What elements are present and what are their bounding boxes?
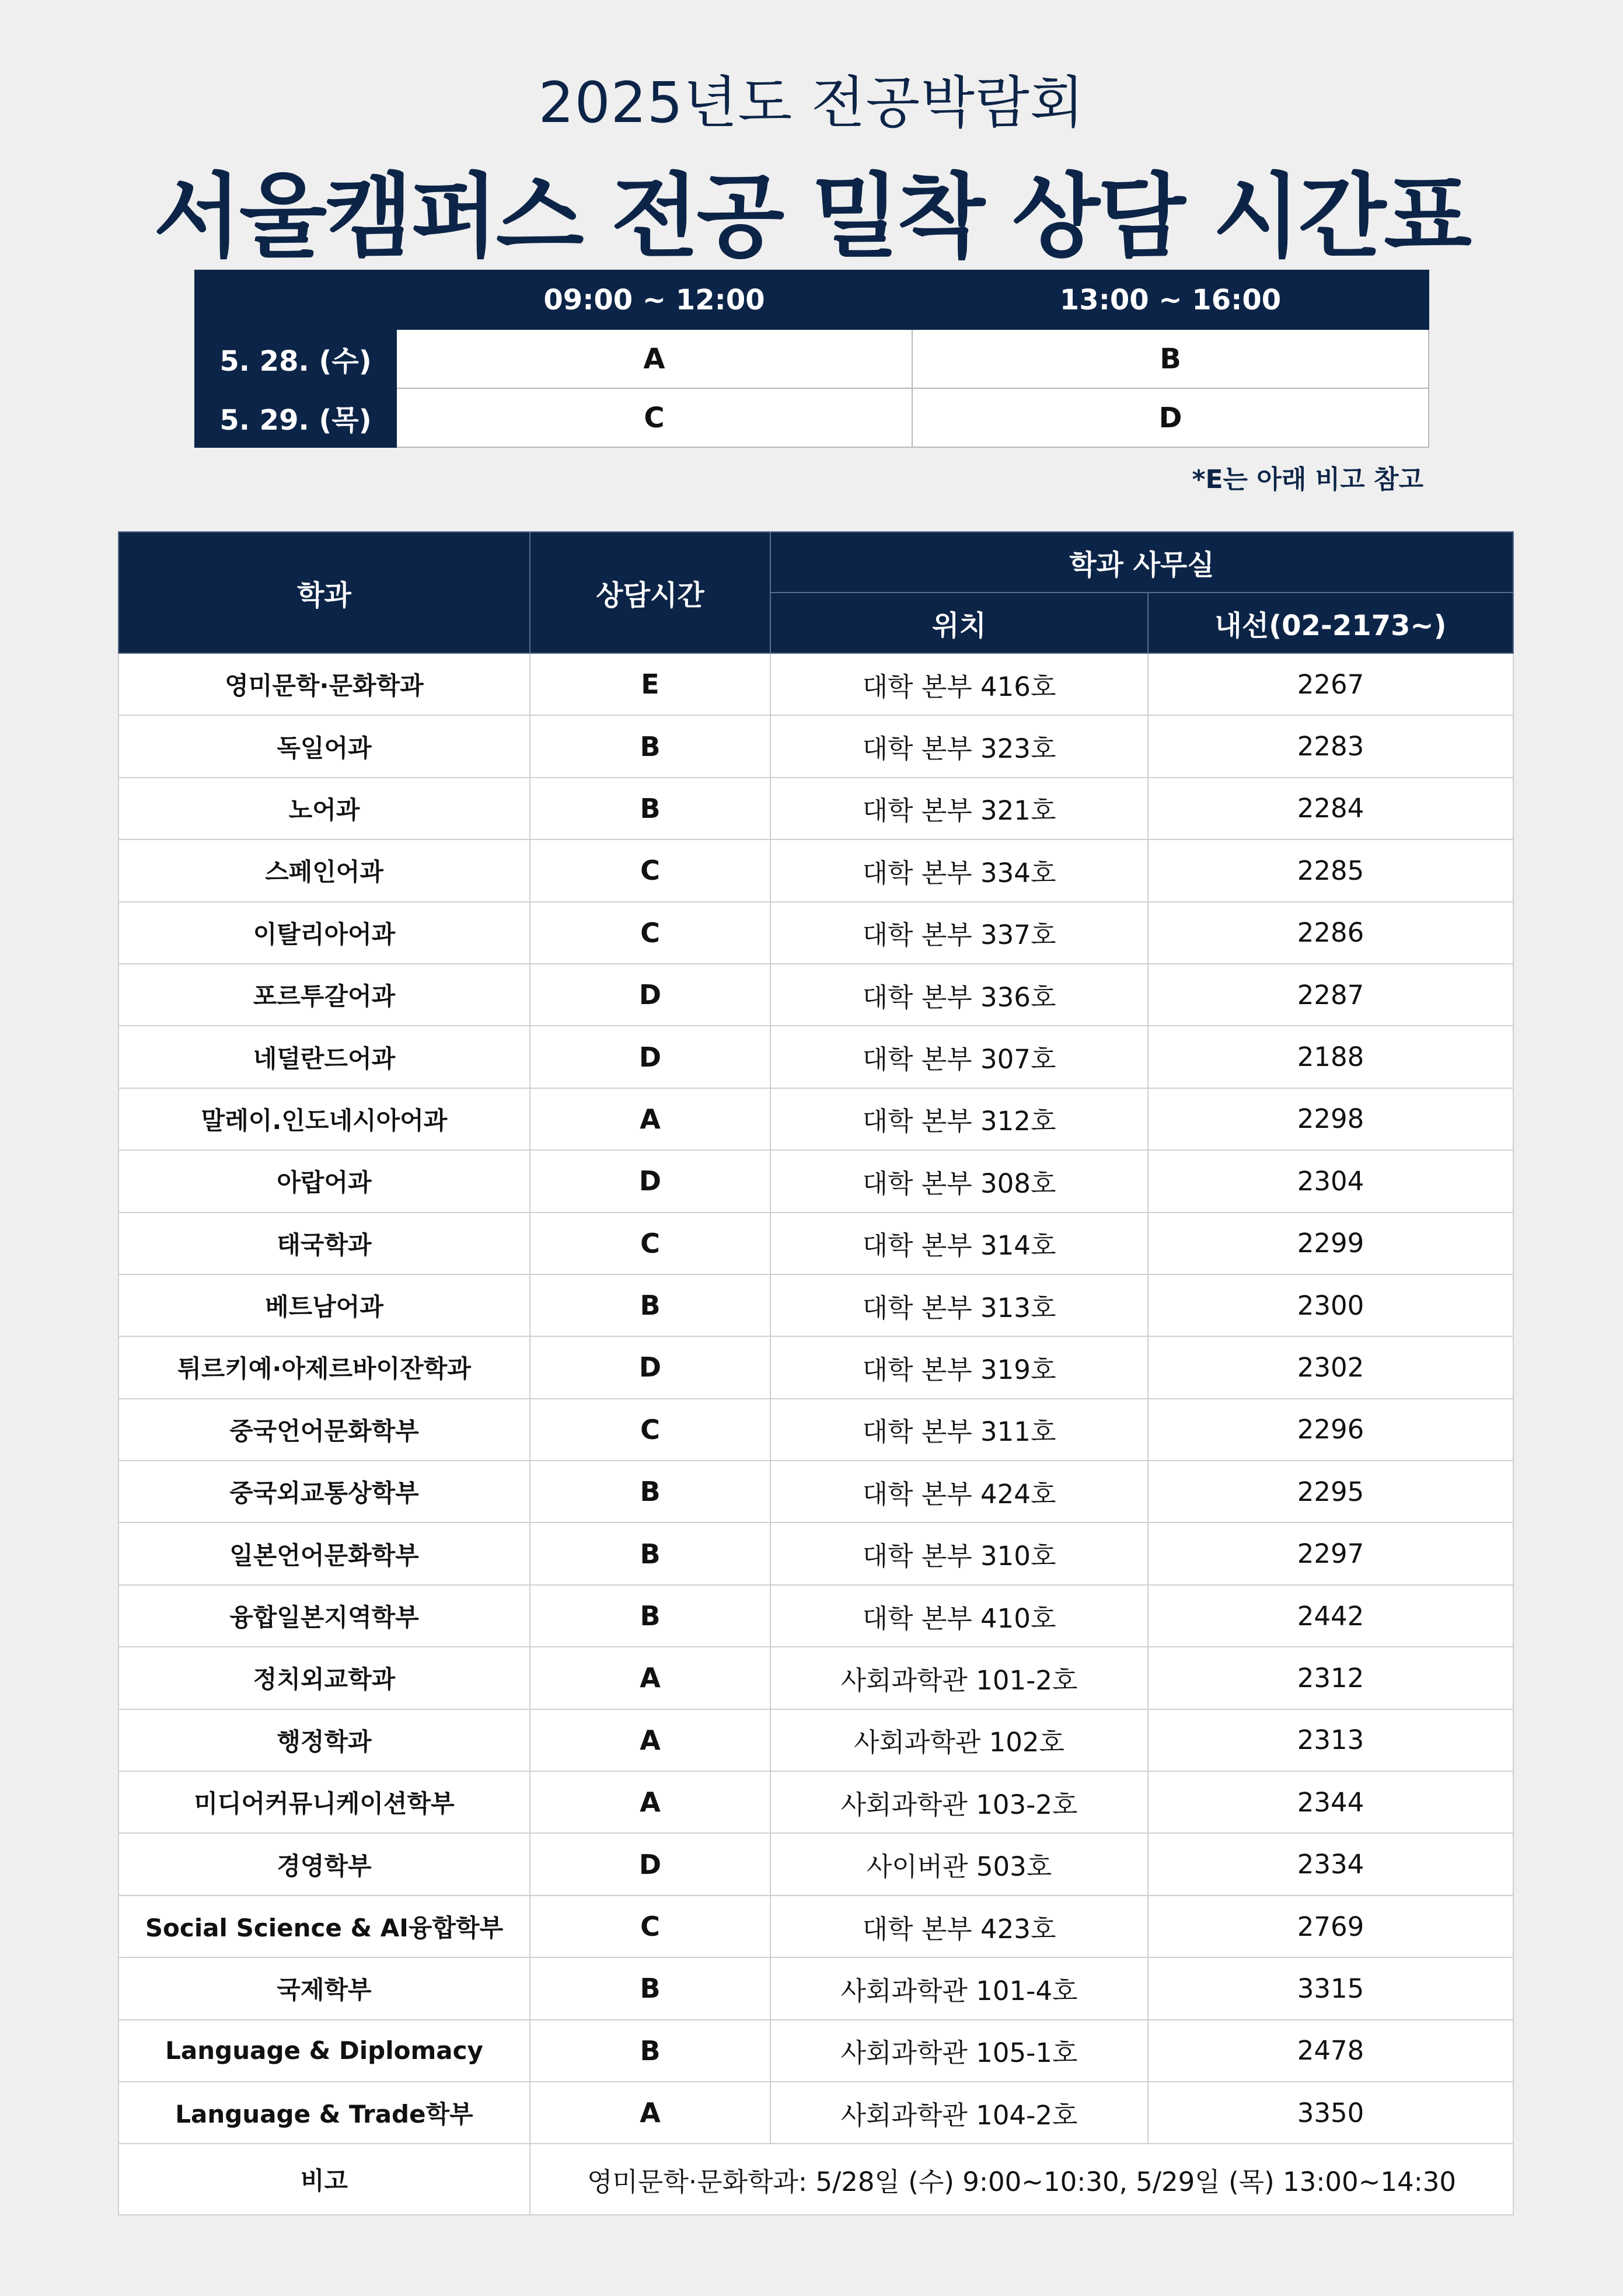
slot-cell: A bbox=[530, 1647, 770, 1709]
table-row bbox=[118, 902, 1513, 964]
header-office: 학과 사무실 bbox=[770, 532, 1513, 593]
location-cell: 대학 본부 312호 bbox=[770, 1088, 1148, 1150]
table-row bbox=[118, 1771, 1513, 1833]
schedule-date: 5. 28. (수) bbox=[195, 329, 396, 388]
page-title: 서울캠퍼스 전공 밀착 상담 시간표 bbox=[153, 163, 1470, 270]
extension-cell: 2300 bbox=[1148, 1274, 1513, 1336]
table-row bbox=[118, 778, 1513, 839]
header-location: 위치 bbox=[770, 593, 1148, 653]
location-cell: 대학 본부 336호 bbox=[770, 964, 1148, 1026]
location-cell: 사회과학관 101-4호 bbox=[770, 1957, 1148, 2019]
remark-row bbox=[118, 2144, 1513, 2215]
schedule-slot: B bbox=[912, 329, 1429, 388]
slot-cell: C bbox=[530, 1213, 770, 1274]
dept-cell: Social Science & AI융합학부 bbox=[118, 1896, 530, 1957]
dept-cell: 미디어커뮤니케이션학부 bbox=[118, 1771, 530, 1833]
table-row bbox=[118, 715, 1513, 777]
location-cell: 대학 본부 337호 bbox=[770, 902, 1148, 964]
dept-cell: 정치외교학과 bbox=[118, 1647, 530, 1709]
dept-cell: Language & Trade학부 bbox=[118, 2082, 530, 2144]
schedule-table bbox=[194, 270, 1429, 448]
location-cell: 사회과학관 105-1호 bbox=[770, 2020, 1148, 2082]
location-cell: 사회과학관 104-2호 bbox=[770, 2082, 1148, 2144]
table-row bbox=[118, 1709, 1513, 1771]
slot-cell: B bbox=[530, 715, 770, 777]
location-cell: 대학 본부 310호 bbox=[770, 1522, 1148, 1584]
table-row bbox=[118, 1833, 1513, 1895]
slot-cell: D bbox=[530, 1026, 770, 1088]
location-cell: 대학 본부 311호 bbox=[770, 1399, 1148, 1461]
slot-cell: A bbox=[530, 2082, 770, 2144]
slot-cell: E bbox=[530, 653, 770, 715]
extension-cell: 2344 bbox=[1148, 1771, 1513, 1833]
department-table bbox=[118, 531, 1514, 2215]
slot-cell: B bbox=[530, 1274, 770, 1336]
table-row bbox=[118, 1896, 1513, 1957]
dept-cell: 베트남어과 bbox=[118, 1274, 530, 1336]
dept-cell: 영미문학·문화학과 bbox=[118, 653, 530, 715]
slot-cell: A bbox=[530, 1709, 770, 1771]
table-row bbox=[118, 1461, 1513, 1522]
location-cell: 대학 본부 410호 bbox=[770, 1585, 1148, 1647]
header-extension: 내선(02-2173~) bbox=[1148, 593, 1513, 653]
extension-cell: 2334 bbox=[1148, 1833, 1513, 1895]
extension-cell: 2296 bbox=[1148, 1399, 1513, 1461]
extension-cell: 2302 bbox=[1148, 1336, 1513, 1398]
slot-cell: D bbox=[530, 1336, 770, 1398]
extension-cell: 2313 bbox=[1148, 1709, 1513, 1771]
dept-cell: 튀르키예·아제르바이잔학과 bbox=[118, 1336, 530, 1398]
extension-cell: 2304 bbox=[1148, 1150, 1513, 1212]
schedule-row bbox=[195, 329, 1429, 388]
extension-cell: 2442 bbox=[1148, 1585, 1513, 1647]
location-cell: 대학 본부 423호 bbox=[770, 1896, 1148, 1957]
table-row bbox=[118, 1585, 1513, 1647]
table-row bbox=[118, 2082, 1513, 2144]
schedule-time-afternoon: 13:00 ~ 16:00 bbox=[912, 270, 1429, 329]
extension-cell: 2286 bbox=[1148, 902, 1513, 964]
dept-cell: 경영학부 bbox=[118, 1833, 530, 1895]
dept-cell: 포르투갈어과 bbox=[118, 964, 530, 1026]
dept-cell: 노어과 bbox=[118, 778, 530, 839]
table-row bbox=[118, 1336, 1513, 1398]
page-subtitle: 2025년도 전공박람회 bbox=[538, 70, 1085, 135]
slot-cell: D bbox=[530, 964, 770, 1026]
slot-cell: B bbox=[530, 778, 770, 839]
table-row bbox=[118, 1399, 1513, 1461]
table-row bbox=[118, 1213, 1513, 1274]
location-cell: 사회과학관 101-2호 bbox=[770, 1647, 1148, 1709]
location-cell: 대학 본부 334호 bbox=[770, 839, 1148, 901]
extension-cell: 2188 bbox=[1148, 1026, 1513, 1088]
dept-cell: Language & Diplomacy bbox=[118, 2020, 530, 2082]
extension-cell: 2287 bbox=[1148, 964, 1513, 1026]
location-cell: 대학 본부 314호 bbox=[770, 1213, 1148, 1274]
table-row bbox=[118, 1274, 1513, 1336]
location-cell: 사회과학관 102호 bbox=[770, 1709, 1148, 1771]
schedule-header-row bbox=[195, 270, 1429, 329]
schedule-row bbox=[195, 388, 1429, 447]
slot-cell: C bbox=[530, 1896, 770, 1957]
schedule-date: 5. 29. (목) bbox=[195, 388, 396, 447]
slot-cell: B bbox=[530, 1585, 770, 1647]
extension-cell: 2312 bbox=[1148, 1647, 1513, 1709]
extension-cell: 2267 bbox=[1148, 653, 1513, 715]
slot-cell: B bbox=[530, 1957, 770, 2019]
location-cell: 대학 본부 307호 bbox=[770, 1026, 1148, 1088]
slot-cell: B bbox=[530, 2020, 770, 2082]
table-row bbox=[118, 1150, 1513, 1212]
table-header-row bbox=[118, 532, 1513, 593]
table-row bbox=[118, 1647, 1513, 1709]
slot-cell: C bbox=[530, 1399, 770, 1461]
extension-cell: 2295 bbox=[1148, 1461, 1513, 1522]
location-cell: 대학 본부 416호 bbox=[770, 653, 1148, 715]
location-cell: 대학 본부 313호 bbox=[770, 1274, 1148, 1336]
extension-cell: 2769 bbox=[1148, 1896, 1513, 1957]
extension-cell: 3315 bbox=[1148, 1957, 1513, 2019]
schedule-slot: C bbox=[396, 388, 912, 447]
slot-cell: D bbox=[530, 1833, 770, 1895]
slot-cell: B bbox=[530, 1522, 770, 1584]
extension-cell: 2285 bbox=[1148, 839, 1513, 901]
remark-label: 비고 bbox=[118, 2144, 530, 2215]
extension-cell: 2297 bbox=[1148, 1522, 1513, 1584]
dept-cell: 스페인어과 bbox=[118, 839, 530, 901]
extension-cell: 2478 bbox=[1148, 2020, 1513, 2082]
dept-cell: 네덜란드어과 bbox=[118, 1026, 530, 1088]
table-row bbox=[118, 839, 1513, 901]
location-cell: 대학 본부 321호 bbox=[770, 778, 1148, 839]
extension-cell: 3350 bbox=[1148, 2082, 1513, 2144]
slot-cell: B bbox=[530, 1461, 770, 1522]
dept-cell: 아랍어과 bbox=[118, 1150, 530, 1212]
dept-cell: 행정학과 bbox=[118, 1709, 530, 1771]
schedule-note: *E는 아래 비고 참고 bbox=[1192, 465, 1423, 494]
dept-cell: 중국외교통상학부 bbox=[118, 1461, 530, 1522]
extension-cell: 2298 bbox=[1148, 1088, 1513, 1150]
location-cell: 대학 본부 323호 bbox=[770, 715, 1148, 777]
table-row bbox=[118, 2020, 1513, 2082]
dept-cell: 이탈리아어과 bbox=[118, 902, 530, 964]
extension-cell: 2283 bbox=[1148, 715, 1513, 777]
table-row bbox=[118, 1088, 1513, 1150]
table-row bbox=[118, 1026, 1513, 1088]
extension-cell: 2284 bbox=[1148, 778, 1513, 839]
table-body bbox=[118, 653, 1513, 2215]
location-cell: 대학 본부 424호 bbox=[770, 1461, 1148, 1522]
dept-cell: 일본언어문화학부 bbox=[118, 1522, 530, 1584]
table-row bbox=[118, 1522, 1513, 1584]
dept-cell: 독일어과 bbox=[118, 715, 530, 777]
slot-cell: D bbox=[530, 1150, 770, 1212]
slot-cell: C bbox=[530, 902, 770, 964]
dept-cell: 융합일본지역학부 bbox=[118, 1585, 530, 1647]
table-row bbox=[118, 1957, 1513, 2019]
dept-cell: 태국학과 bbox=[118, 1213, 530, 1274]
location-cell: 대학 본부 319호 bbox=[770, 1336, 1148, 1398]
location-cell: 대학 본부 308호 bbox=[770, 1150, 1148, 1212]
schedule-slot: A bbox=[396, 329, 912, 388]
schedule-slot: D bbox=[912, 388, 1429, 447]
table-row bbox=[118, 653, 1513, 715]
location-cell: 사이버관 503호 bbox=[770, 1833, 1148, 1895]
dept-cell: 말레이.인도네시아어과 bbox=[118, 1088, 530, 1150]
table-row bbox=[118, 964, 1513, 1026]
extension-cell: 2299 bbox=[1148, 1213, 1513, 1274]
dept-cell: 국제학부 bbox=[118, 1957, 530, 2019]
schedule-time-morning: 09:00 ~ 12:00 bbox=[396, 270, 912, 329]
slot-cell: A bbox=[530, 1088, 770, 1150]
dept-cell: 중국언어문화학부 bbox=[118, 1399, 530, 1461]
header-dept: 학과 bbox=[118, 532, 530, 653]
schedule-corner-cell bbox=[195, 270, 396, 329]
slot-cell: A bbox=[530, 1771, 770, 1833]
slot-cell: C bbox=[530, 839, 770, 901]
location-cell: 사회과학관 103-2호 bbox=[770, 1771, 1148, 1833]
remark-text: 영미문학·문화학과: 5/28일 (수) 9:00~10:30, 5/29일 (목) 13:00~14:30 bbox=[530, 2144, 1513, 2215]
header-time: 상담시간 bbox=[530, 532, 770, 653]
